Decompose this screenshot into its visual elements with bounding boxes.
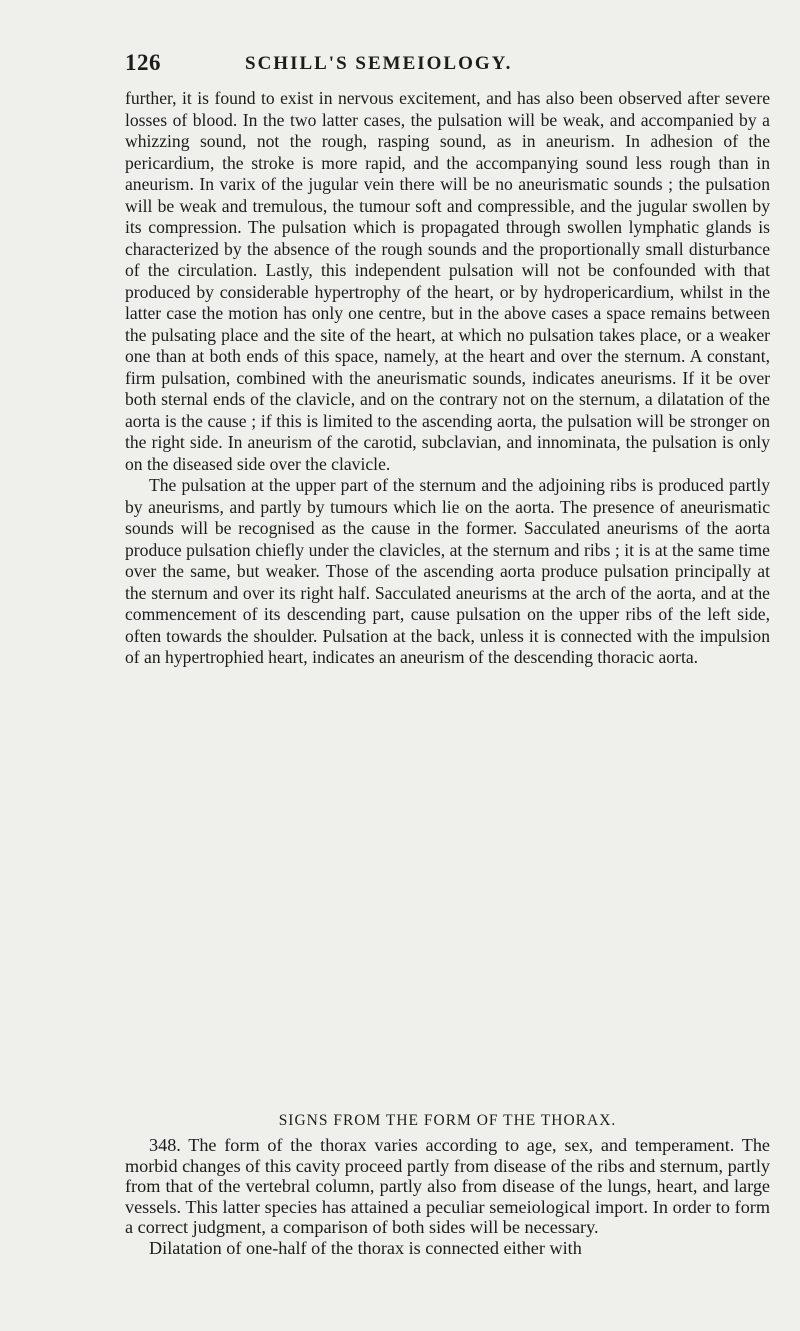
paragraph: Dilatation of one-half of the thorax is connected either with bbox=[149, 1237, 582, 1258]
paragraph: 348. The form of the thorax varies according to age, sex, and temperament. The morbid changes of this cavity proceed partly from disease of the ribs and sternum, partly from that of the vertebral column, partly also from disease of the lungs, heart, and large vessels. This latter species has attained a peculiar semeiological import. In order to form a correct judgment, a comparison of both sides will be necessary. bbox=[125, 1135, 770, 1237]
paragraph: The pulsation at the upper part of the sternum and the adjoining ribs is produced partly by aneurisms, and partly by tumours which lie on the aorta. The presence of aneurismatic sounds will be recognised as the cause in the former. Sacculated aneurisms of the aorta produce pulsation chiefly under the clavicles, at the sternum and ribs ; it is at the same time over the same, but weaker. Those of the ascending aorta produce pulsation principally at the sternum and over its right half. Sacculated aneurisms at the arch of the aorta, and at the commencement of its descending part, cause pulsation on the upper ribs of the left side, often towards the shoulder. Pulsation at the back, unless it is connected with the impulsion of an hypertrophied heart, indicates an aneurism of the descending thoracic aorta. bbox=[125, 475, 770, 667]
paragraph: further, it is found to exist in nervous excitement, and has also been observed after severe losses of blood. In the two latter cases, the pulsation will be weak, and accompanied by a whizzing sound, not the rough, rasping sound, as in aneurism. In adhesion of the pericardium, the stroke is more rapid, and the accompanying sound less rough than in aneurism. In varix of the jugular vein there will be no aneurismatic sounds ; the pulsation will be weak and tremulous, the tumour soft and compressible, and the jugular swollen by its compression. The pulsation which is propagated through swollen lymphatic glands is characterized by the absence of the rough sounds and the proportionally small disturbance of the circulation. Lastly, this independent pulsation will not be confounded with that produced by considerable hypertrophy of the heart, or by hydropericardium, whilst in the latter case the motion has only one centre, but in the above cases a space remains between the pulsating place and the site of the heart, at which no pulsation takes place, or a weaker one than at both ends of this space, namely, at the heart and over the sternum. A constant, firm pulsation, combined with the aneurismatic sounds, indicates aneurisms. If it be over both sternal ends of the clavicle, and on the contrary not on the sternum, a dilatation of the aorta is the cause ; if this is limited to the ascending aorta, the pulsation will be stronger on the right side. In aneurism of the carotid, subclavian, and innominata, the pulsation is only on the diseased side over the clavicle. bbox=[125, 88, 770, 474]
page-number: 126 bbox=[125, 50, 161, 75]
running-head: SCHILL'S SEMEIOLOGY. bbox=[245, 53, 513, 74]
section-text bbox=[125, 1135, 770, 1258]
section-heading: SIGNS FROM THE FORM OF THE THORAX. bbox=[278, 1112, 617, 1129]
page-header bbox=[125, 50, 765, 80]
body-text bbox=[125, 88, 770, 669]
